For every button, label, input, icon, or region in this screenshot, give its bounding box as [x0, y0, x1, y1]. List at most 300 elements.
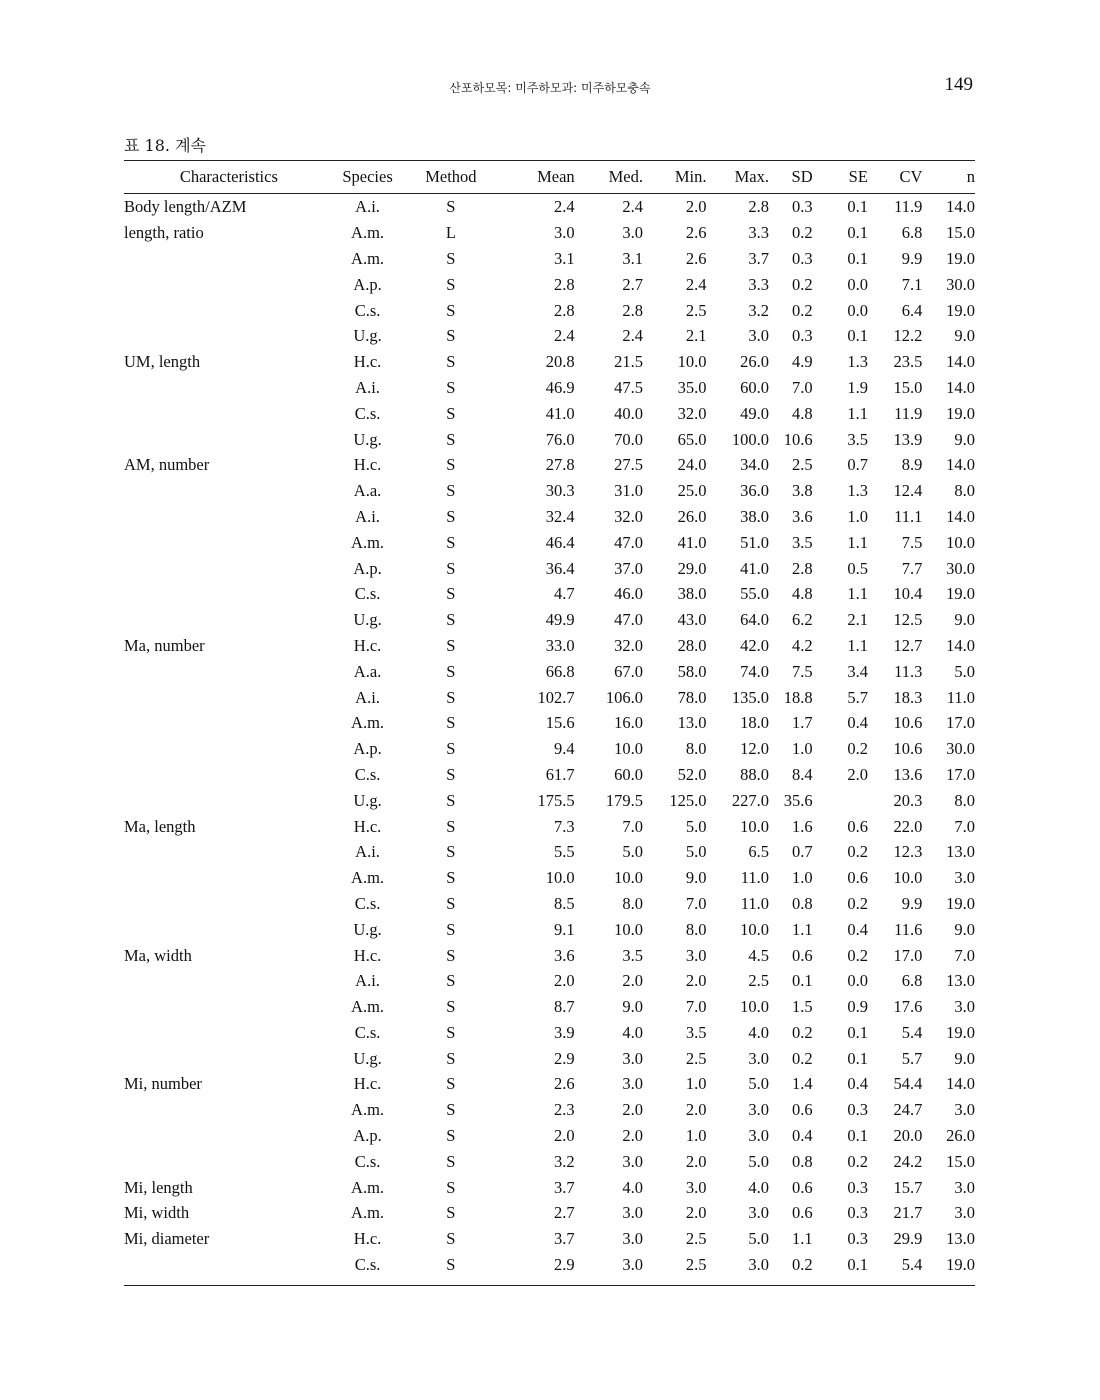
table-row	[124, 736, 975, 762]
cell-max: 4.0	[748, 1022, 769, 1042]
cell-min: 13.0	[677, 713, 707, 733]
cell-cv: 15.0	[893, 377, 923, 397]
cell-median: 3.0	[622, 1074, 644, 1094]
cell-sd: 10.6	[783, 429, 813, 449]
column-header-min: Min.	[643, 161, 706, 194]
cell-n: 19.0	[922, 1252, 975, 1286]
cell-species: A.i.	[355, 377, 380, 397]
cell-characteristics	[124, 478, 334, 504]
cell-mean: 2.3	[554, 1100, 575, 1120]
cell-characteristics	[124, 504, 334, 530]
cell-max: 5.0	[748, 1151, 769, 1171]
cell-species: A.p.	[353, 739, 382, 759]
cell-characteristics	[124, 787, 334, 813]
cell-se: 0.3	[847, 1100, 868, 1120]
cell-mean: 27.8	[545, 455, 575, 475]
table-row	[124, 994, 975, 1020]
cell-species: C.s.	[354, 584, 381, 604]
table-row	[124, 1097, 975, 1123]
cell-n: 15.0	[946, 223, 975, 243]
cell-cv: 13.6	[893, 764, 923, 784]
cell-characteristics	[124, 736, 334, 762]
running-head	[0, 76, 1100, 98]
cell-mean: 4.7	[554, 584, 575, 604]
cell-mean: 3.0	[554, 223, 575, 243]
cell-min: 7.0	[685, 997, 707, 1017]
cell-max: 5.0	[748, 1229, 769, 1249]
cell-mean: 41.0	[545, 403, 575, 423]
cell-sd: 2.8	[792, 558, 813, 578]
cell-max: 3.2	[748, 300, 769, 320]
cell-sd: 0.2	[792, 1048, 813, 1068]
cell-cv: 17.0	[893, 945, 923, 965]
cell-species: A.m.	[351, 1177, 385, 1197]
cell-median: 10.0	[614, 919, 644, 939]
cell-method: S	[446, 661, 456, 681]
cell-species: C.s.	[354, 893, 381, 913]
cell-se: 1.1	[847, 532, 868, 552]
cell-max: 100.0	[731, 429, 769, 449]
cell-median: 2.8	[622, 300, 644, 320]
cell-mean: 15.6	[545, 713, 575, 733]
table-row	[124, 478, 975, 504]
cell-se: 2.1	[847, 610, 868, 630]
cell-max: 38.0	[740, 506, 769, 526]
cell-se: 0.0	[847, 971, 868, 991]
cell-method: S	[446, 842, 456, 862]
cell-mean: 76.0	[545, 429, 575, 449]
cell-cv: 21.7	[893, 1203, 923, 1223]
cell-characteristics: Mi, diameter	[124, 1229, 210, 1249]
cell-se: 0.2	[847, 945, 868, 965]
cell-sd: 1.0	[792, 868, 813, 888]
cell-max: 74.0	[740, 661, 769, 681]
cell-min: 3.5	[685, 1022, 707, 1042]
cell-species: H.c.	[353, 352, 382, 372]
table-row	[124, 813, 975, 839]
cell-median: 3.1	[622, 248, 644, 268]
cell-cv: 11.1	[894, 506, 923, 526]
cell-min: 1.0	[685, 1126, 707, 1146]
cell-cv: 9.9	[901, 893, 923, 913]
cell-sd: 0.2	[792, 300, 813, 320]
cell-se: 1.9	[847, 377, 868, 397]
cell-characteristics	[124, 1148, 334, 1174]
cell-cv: 7.7	[901, 558, 923, 578]
cell-median: 3.0	[622, 1203, 644, 1223]
cell-species: A.i.	[355, 842, 380, 862]
cell-se: 0.0	[847, 300, 868, 320]
cell-n: 14.0	[946, 377, 975, 397]
cell-cv: 11.3	[894, 661, 923, 681]
cell-median: 179.5	[605, 790, 644, 810]
cell-min: 2.5	[643, 1252, 706, 1286]
cell-max: 3.0	[748, 326, 769, 346]
cell-species: A.m.	[351, 713, 385, 733]
table-row	[124, 916, 975, 942]
cell-mean: 2.4	[554, 326, 575, 346]
cell-se	[813, 787, 868, 813]
cell-cv: 6.4	[901, 300, 923, 320]
cell-mean: 8.7	[554, 997, 575, 1017]
cell-median: 32.0	[614, 506, 644, 526]
cell-n: 17.0	[946, 764, 975, 784]
column-header-median: Med.	[575, 161, 643, 194]
cell-characteristics	[124, 607, 334, 633]
cell-sd: 1.4	[792, 1074, 813, 1094]
table-row	[124, 529, 975, 555]
cell-min: 58.0	[677, 661, 707, 681]
cell-max: 3.7	[748, 248, 769, 268]
cell-n: 13.0	[946, 1229, 975, 1249]
cell-se: 0.1	[847, 1048, 868, 1068]
cell-mean: 3.6	[554, 945, 575, 965]
table-body	[124, 194, 975, 1286]
cell-species: A.i.	[355, 197, 380, 217]
cell-mean: 30.3	[545, 481, 575, 501]
table-row	[124, 271, 975, 297]
cell-sd: 8.4	[792, 764, 813, 784]
table-row	[124, 684, 975, 710]
cell-characteristics	[124, 710, 334, 736]
cell-characteristics: Body length/AZM	[124, 197, 247, 217]
cell-method: S	[446, 971, 456, 991]
cell-max: 64.0	[740, 610, 769, 630]
cell-median: 3.0	[622, 1151, 644, 1171]
cell-n: 14.0	[946, 455, 975, 475]
cell-median: 2.4	[622, 326, 644, 346]
cell-cv: 5.7	[901, 1048, 923, 1068]
cell-method: L	[445, 223, 456, 243]
cell-median: 4.0	[622, 1022, 644, 1042]
table-row	[124, 452, 975, 478]
cell-mean: 3.7	[554, 1229, 575, 1249]
cell-se: 1.1	[847, 584, 868, 604]
table-caption: 표 18. 계속	[124, 136, 206, 155]
cell-max: 3.0	[706, 1252, 768, 1286]
table-row	[124, 426, 975, 452]
cell-sd: 0.2	[792, 274, 813, 294]
cell-max: 2.8	[748, 197, 769, 217]
cell-median: 21.5	[614, 352, 644, 372]
cell-method: S	[446, 945, 456, 965]
cell-species: U.g.	[353, 919, 382, 939]
cell-se: 0.2	[847, 893, 868, 913]
cell-sd: 0.6	[792, 1100, 813, 1120]
cell-mean: 2.8	[554, 300, 575, 320]
cell-max: 4.5	[748, 945, 769, 965]
cell-min: 2.5	[685, 1048, 707, 1068]
cell-median: 27.5	[614, 455, 644, 475]
table-header	[124, 161, 975, 194]
cell-cv: 10.6	[893, 739, 923, 759]
cell-cv: 24.2	[893, 1151, 923, 1171]
cell-cv: 20.0	[893, 1126, 923, 1146]
cell-max: 6.5	[748, 842, 769, 862]
cell-max: 12.0	[740, 739, 769, 759]
cell-se: 0.4	[847, 1074, 868, 1094]
table-row	[124, 246, 975, 272]
cell-se: 0.1	[813, 1252, 868, 1286]
cell-method: S	[446, 997, 456, 1017]
cell-max: 3.0	[748, 1203, 769, 1223]
cell-median: 10.0	[614, 868, 644, 888]
cell-se: 0.3	[847, 1229, 868, 1249]
cell-cv: 22.0	[893, 816, 923, 836]
cell-mean: 9.1	[554, 919, 575, 939]
cell-method: S	[446, 1229, 456, 1249]
table-row	[124, 1071, 975, 1097]
cell-method: S	[446, 558, 456, 578]
cell-median: 16.0	[614, 713, 644, 733]
cell-min: 35.0	[677, 377, 707, 397]
cell-n: 14.0	[946, 635, 975, 655]
cell-method: S	[446, 687, 456, 707]
cell-mean: 175.5	[537, 790, 575, 810]
cell-mean: 8.5	[554, 893, 575, 913]
cell-median: 40.0	[614, 403, 644, 423]
cell-max: 3.3	[748, 223, 769, 243]
cell-median: 5.0	[622, 842, 644, 862]
table-row	[124, 194, 975, 220]
cell-sd: 0.8	[792, 893, 813, 913]
cell-species: C.s.	[354, 300, 381, 320]
table-row	[124, 581, 975, 607]
cell-method: S	[446, 481, 456, 501]
cell-max: 60.0	[740, 377, 769, 397]
cell-min: 43.0	[677, 610, 707, 630]
cell-min: 38.0	[677, 584, 707, 604]
cell-method: S	[446, 326, 456, 346]
cell-max: 135.0	[731, 687, 769, 707]
cell-mean: 3.2	[554, 1151, 575, 1171]
cell-cv: 12.2	[893, 326, 923, 346]
cell-min: 2.0	[685, 971, 707, 991]
cell-min: 25.0	[677, 481, 707, 501]
cell-se: 0.6	[847, 868, 868, 888]
cell-min: 5.0	[685, 816, 707, 836]
cell-min: 2.4	[685, 274, 707, 294]
table-row	[124, 349, 975, 375]
cell-min: 52.0	[677, 764, 707, 784]
cell-se: 0.6	[847, 816, 868, 836]
cell-sd: 18.8	[783, 687, 813, 707]
cell-sd: 0.4	[792, 1126, 813, 1146]
cell-n: 7.0	[954, 816, 975, 836]
cell-sd: 1.6	[792, 816, 813, 836]
cell-cv: 23.5	[893, 352, 923, 372]
cell-median: 2.0	[622, 1100, 644, 1120]
table-row	[124, 787, 975, 813]
cell-method: S	[446, 300, 456, 320]
cell-species: H.c.	[353, 816, 382, 836]
cell-median: 31.0	[614, 481, 644, 501]
cell-se: 0.1	[847, 223, 868, 243]
cell-se: 0.7	[847, 455, 868, 475]
cell-se: 1.1	[847, 403, 868, 423]
cell-characteristics	[124, 658, 334, 684]
table-row	[124, 220, 975, 246]
column-header-max: Max.	[706, 161, 768, 194]
cell-median: 3.0	[622, 223, 644, 243]
cell-median: 3.0	[622, 1229, 644, 1249]
cell-characteristics: Ma, number	[124, 635, 205, 655]
cell-method: S	[446, 919, 456, 939]
cell-n: 15.0	[946, 1151, 975, 1171]
cell-sd: 0.6	[792, 1177, 813, 1197]
cell-species: A.a.	[353, 481, 382, 501]
cell-min: 41.0	[677, 532, 707, 552]
cell-median: 46.0	[614, 584, 644, 604]
cell-median: 67.0	[614, 661, 644, 681]
cell-n: 5.0	[954, 661, 975, 681]
cell-cv: 6.8	[901, 223, 923, 243]
cell-sd: 35.6	[783, 790, 813, 810]
cell-method: S	[446, 429, 456, 449]
cell-max: 11.0	[740, 893, 769, 913]
cell-n: 3.0	[954, 1203, 975, 1223]
cell-median: 47.0	[614, 532, 644, 552]
cell-n: 14.0	[946, 1074, 975, 1094]
cell-median: 70.0	[614, 429, 644, 449]
cell-min: 28.0	[677, 635, 707, 655]
table-row	[124, 1020, 975, 1046]
cell-max: 3.0	[748, 1100, 769, 1120]
cell-mean: 2.9	[500, 1252, 574, 1286]
cell-max: 41.0	[740, 558, 769, 578]
cell-max: 227.0	[731, 790, 769, 810]
cell-method: S	[446, 610, 456, 630]
cell-cv: 15.7	[893, 1177, 923, 1197]
table-row	[124, 607, 975, 633]
table-row	[124, 1148, 975, 1174]
cell-se: 0.1	[847, 326, 868, 346]
cell-max: 3.0	[748, 1126, 769, 1146]
table-row	[124, 942, 975, 968]
cell-se: 3.4	[847, 661, 868, 681]
cell-se: 0.2	[847, 842, 868, 862]
column-header-cv: CV	[868, 161, 922, 194]
cell-characteristics: Mi, number	[124, 1074, 202, 1094]
cell-species: U.g.	[353, 326, 382, 346]
cell-cv: 24.7	[893, 1100, 923, 1120]
cell-n: 19.0	[946, 300, 975, 320]
cell-mean: 2.4	[554, 197, 575, 217]
cell-method: S	[401, 1252, 500, 1286]
cell-cv: 9.9	[901, 248, 923, 268]
cell-max: 4.0	[748, 1177, 769, 1197]
cell-n: 19.0	[946, 248, 975, 268]
cell-characteristics	[124, 891, 334, 917]
cell-method: S	[446, 635, 456, 655]
cell-n: 9.0	[954, 326, 975, 346]
cell-sd: 0.6	[792, 945, 813, 965]
cell-se: 5.7	[847, 687, 868, 707]
cell-characteristics	[124, 1020, 334, 1046]
table-row	[124, 375, 975, 401]
cell-n: 9.0	[954, 429, 975, 449]
column-header-method: Method	[401, 161, 500, 194]
cell-characteristics	[124, 529, 334, 555]
cell-n: 3.0	[954, 868, 975, 888]
cell-species: A.m.	[351, 868, 385, 888]
cell-mean: 2.7	[554, 1203, 575, 1223]
cell-cv: 10.0	[893, 868, 923, 888]
cell-cv: 10.4	[893, 584, 923, 604]
cell-min: 24.0	[677, 455, 707, 475]
cell-characteristics: length, ratio	[124, 223, 204, 243]
cell-method: S	[446, 764, 456, 784]
cell-sd: 1.1	[792, 1229, 813, 1249]
cell-min: 2.1	[685, 326, 707, 346]
cell-se: 0.9	[847, 997, 868, 1017]
column-header-species: Species	[334, 161, 402, 194]
cell-method: S	[446, 1151, 456, 1171]
cell-min: 2.5	[685, 1229, 707, 1249]
cell-max: 88.0	[740, 764, 769, 784]
cell-characteristics	[124, 246, 334, 272]
cell-characteristics	[124, 1123, 334, 1149]
cell-characteristics	[124, 684, 334, 710]
cell-characteristics: UM, length	[124, 352, 201, 372]
cell-min: 2.0	[685, 197, 707, 217]
cell-characteristics: Mi, length	[124, 1177, 193, 1197]
cell-min: 3.0	[685, 1177, 707, 1197]
cell-method: S	[446, 1022, 456, 1042]
cell-sd: 0.2	[792, 223, 813, 243]
cell-cv: 20.3	[893, 790, 923, 810]
cell-max: 36.0	[740, 481, 769, 501]
cell-species: A.i.	[355, 971, 380, 991]
cell-sd: 4.8	[792, 584, 813, 604]
cell-n: 3.0	[954, 1100, 975, 1120]
cell-sd: 0.6	[792, 1203, 813, 1223]
cell-species: A.i.	[355, 687, 380, 707]
cell-mean: 7.3	[554, 816, 575, 836]
cell-mean: 32.4	[545, 506, 575, 526]
cell-method: S	[446, 1203, 456, 1223]
cell-median: 32.0	[614, 635, 644, 655]
cell-max: 2.5	[748, 971, 769, 991]
cell-max: 11.0	[740, 868, 769, 888]
cell-n: 30.0	[946, 274, 975, 294]
cell-sd: 1.0	[792, 739, 813, 759]
cell-sd: 0.3	[792, 197, 813, 217]
cell-characteristics: AM, number	[124, 455, 210, 475]
cell-max: 3.3	[748, 274, 769, 294]
cell-n: 8.0	[954, 481, 975, 501]
cell-median: 2.7	[622, 274, 644, 294]
cell-se: 0.3	[847, 1177, 868, 1197]
cell-cv: 6.8	[901, 971, 923, 991]
cell-se: 1.0	[847, 506, 868, 526]
cell-mean: 5.5	[554, 842, 575, 862]
cell-method: S	[446, 816, 456, 836]
cell-species: H.c.	[353, 945, 382, 965]
cell-sd: 0.2	[769, 1252, 813, 1286]
cell-sd: 3.6	[792, 506, 813, 526]
cell-method: S	[446, 248, 456, 268]
cell-min: 10.0	[677, 352, 707, 372]
cell-max: 49.0	[740, 403, 769, 423]
cell-n: 17.0	[946, 713, 975, 733]
table-row	[124, 504, 975, 530]
table-row	[124, 1252, 975, 1286]
cell-cv: 7.5	[901, 532, 923, 552]
cell-n: 9.0	[954, 610, 975, 630]
cell-min: 29.0	[677, 558, 707, 578]
cell-sd: 7.0	[792, 377, 813, 397]
